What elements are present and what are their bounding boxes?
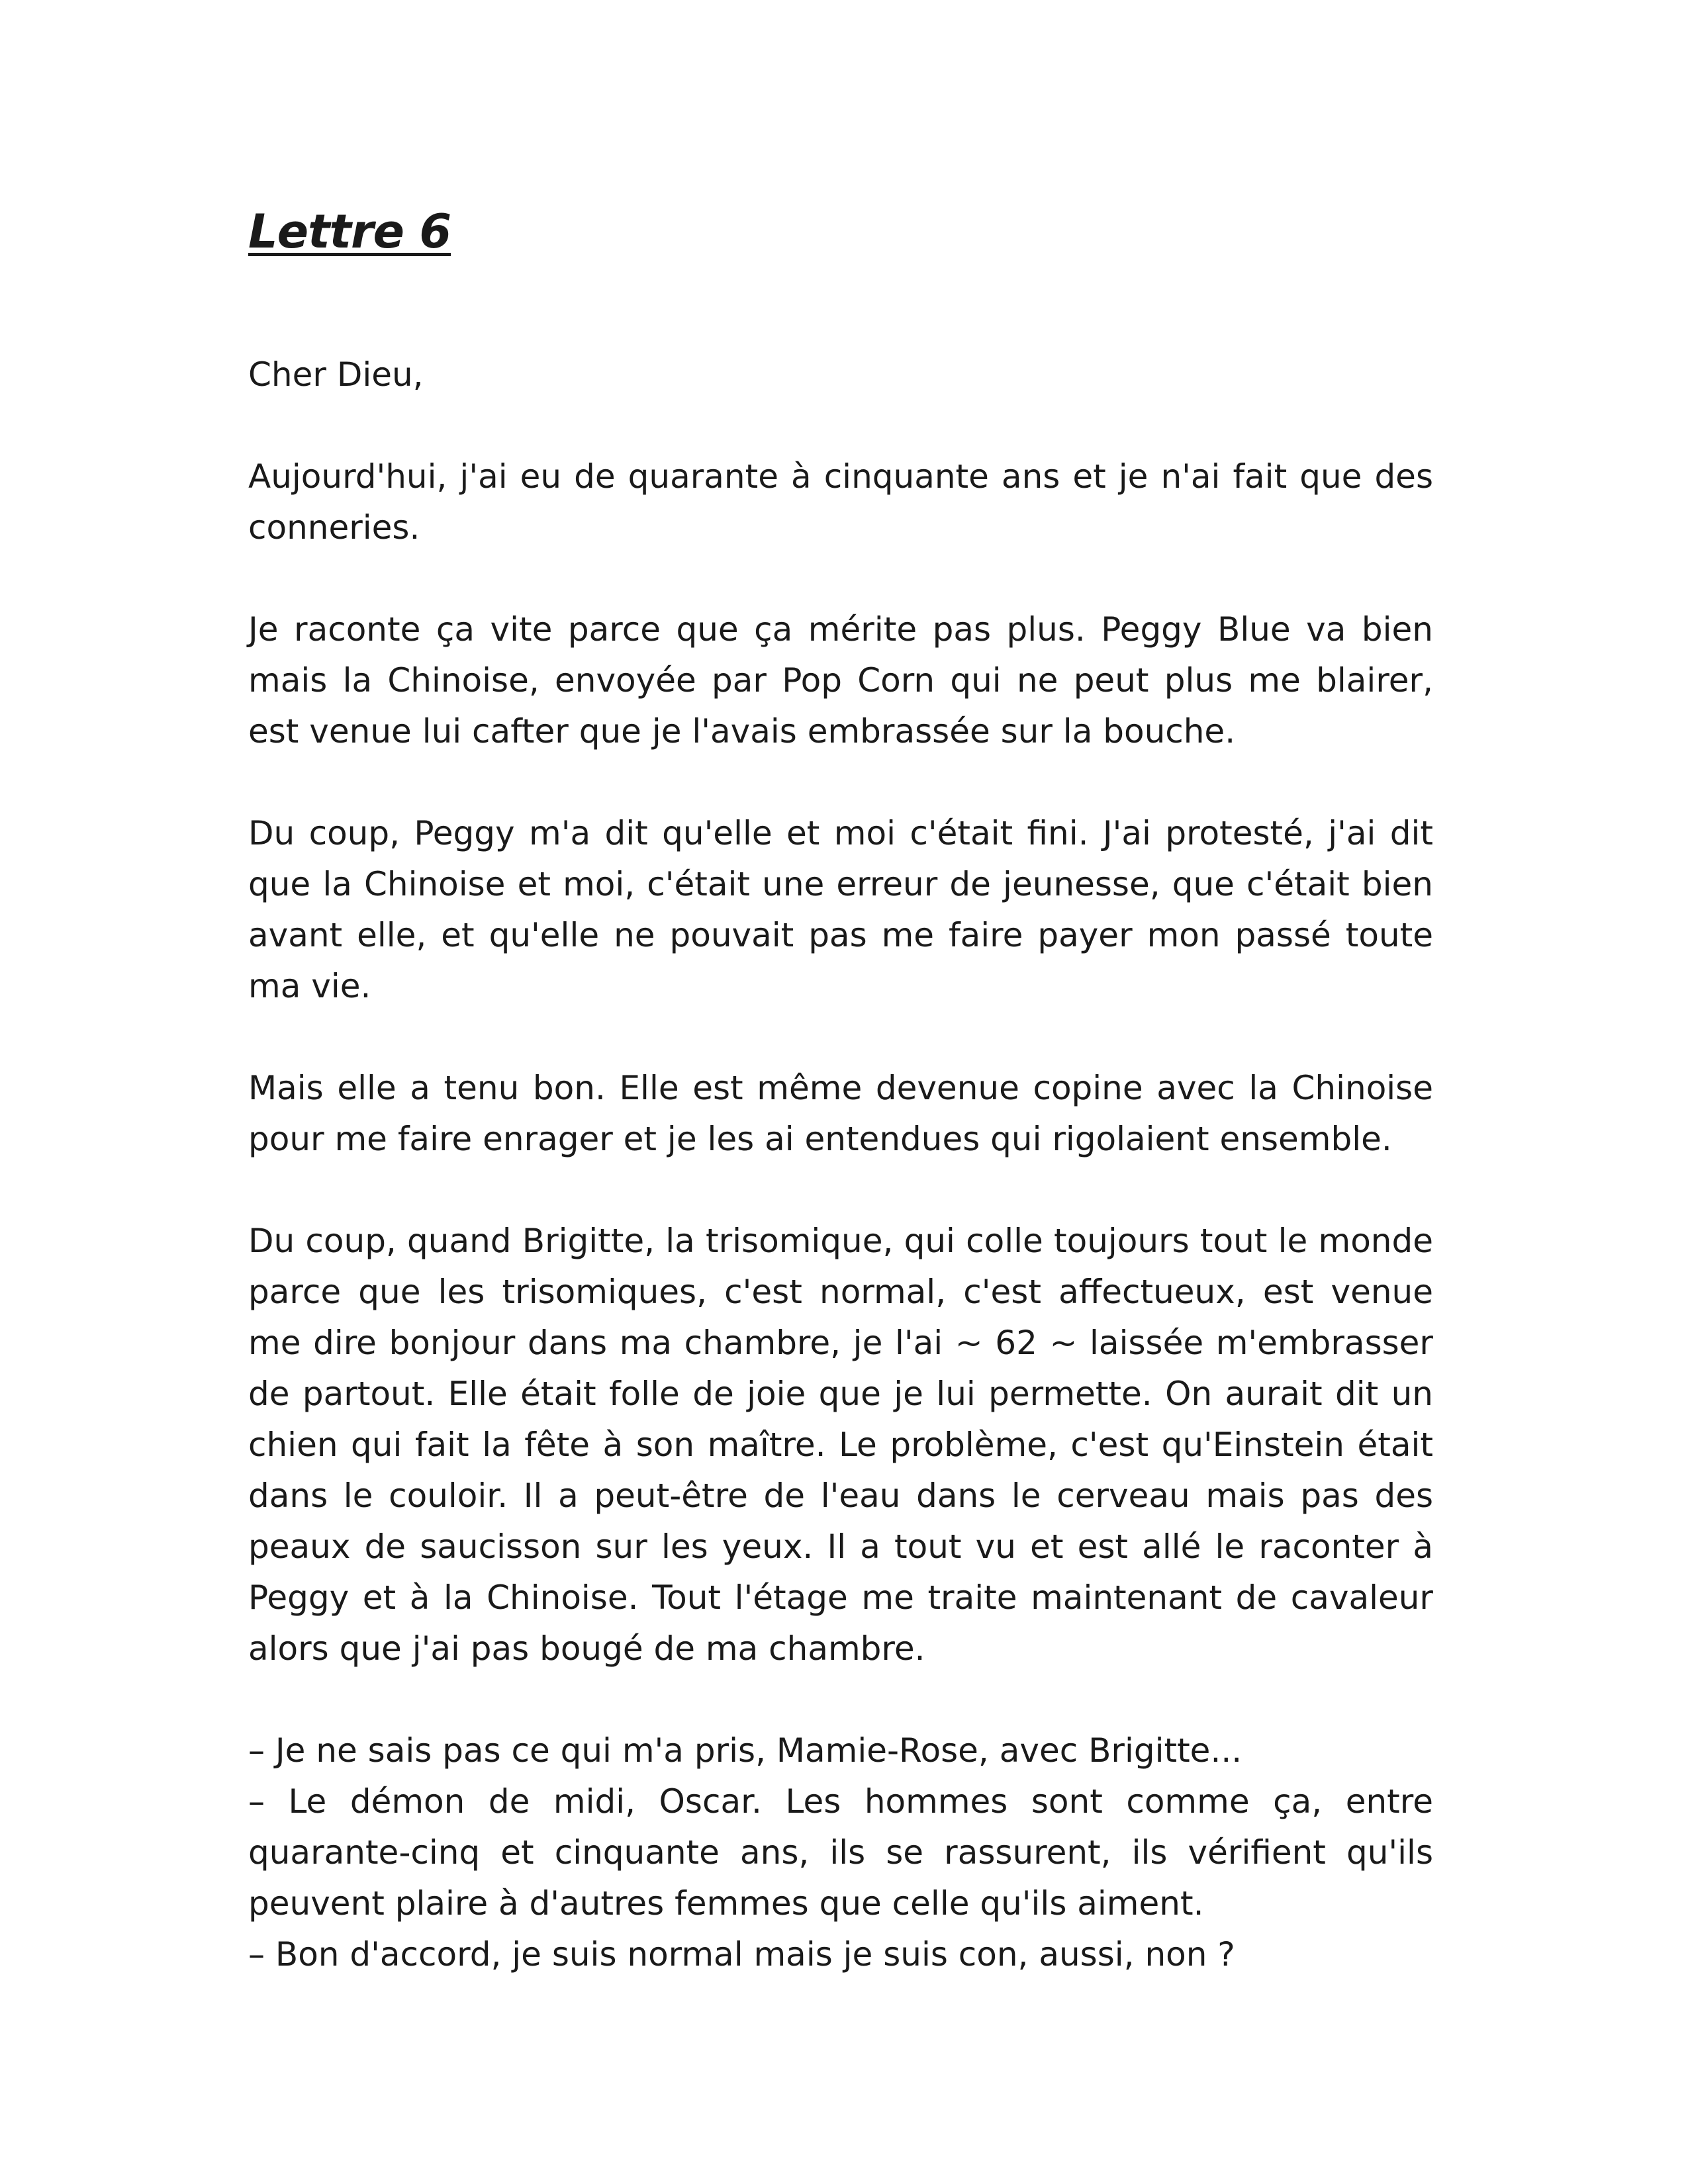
dialogue-line-3: – Bon d'accord, je suis normal mais je suis con, aussi, non ? [248, 1935, 1235, 1974]
paragraph-4: Mais elle a tenu bon. Elle est même devenue copine avec la Chinoise pour me faire enrager et je les ai entendues qui rigolaient ensemble. [248, 1069, 1433, 1158]
salutation: Cher Dieu, [248, 355, 424, 394]
dialogue-line-2: – Le démon de midi, Oscar. Les hommes sont comme ça, entre quarante-cinq et cinquante ans, ils se rassurent, ils vérifient qu'ils peuvent plaire à d'autres femmes que celle qu'ils aiment. [248, 1782, 1433, 1923]
dialogue-line-1: – Je ne sais pas ce qui m'a pris, Mamie-Rose, avec Brigitte... [248, 1731, 1243, 1770]
paragraph-2: Je raconte ça vite parce que ça mérite pas plus. Peggy Blue va bien mais la Chinoise, envoyée par Pop Corn qui ne peut plus me blairer, est venue lui cafter que je l'avais embrassée sur la bouche. [248, 610, 1433, 751]
letter-page [248, 199, 1433, 1980]
paragraph-1: Aujourd'hui, j'ai eu de quarante à cinquante ans et je n'ai fait que des conneries. [248, 457, 1433, 547]
paragraph-3: Du coup, Peggy m'a dit qu'elle et moi c'était fini. J'ai protesté, j'ai dit que la Chinoise et moi, c'était une erreur de jeunesse, que c'était bien avant elle, et qu'elle ne pouvait pas me faire payer mon passé toute ma vie. [248, 814, 1433, 1005]
dialogue-block [248, 1725, 1433, 1980]
letter-title: Lettre 6 [248, 205, 451, 259]
paragraph-5: Du coup, quand Brigitte, la trisomique, qui colle toujours tout le monde parce que les trisomiques, c'est normal, c'est affectueux, est venue me dire bonjour dans ma chambre, je l'ai ~ 62 ~ laissée m'embrasser de partout. Elle était folle de joie que je lui permette. On aurait dit un chien qui fait la fête à son maître. Le problème, c'est qu'Einstein était dans le couloir. Il a peut-être de l'eau dans le cerveau mais pas des peaux de saucisson sur les yeux. Il a tout vu et est allé le raconter à Peggy et à la Chinoise. Tout l'étage me traite maintenant de cavaleur alors que j'ai pas bougé de ma chambre. [248, 1222, 1433, 1668]
